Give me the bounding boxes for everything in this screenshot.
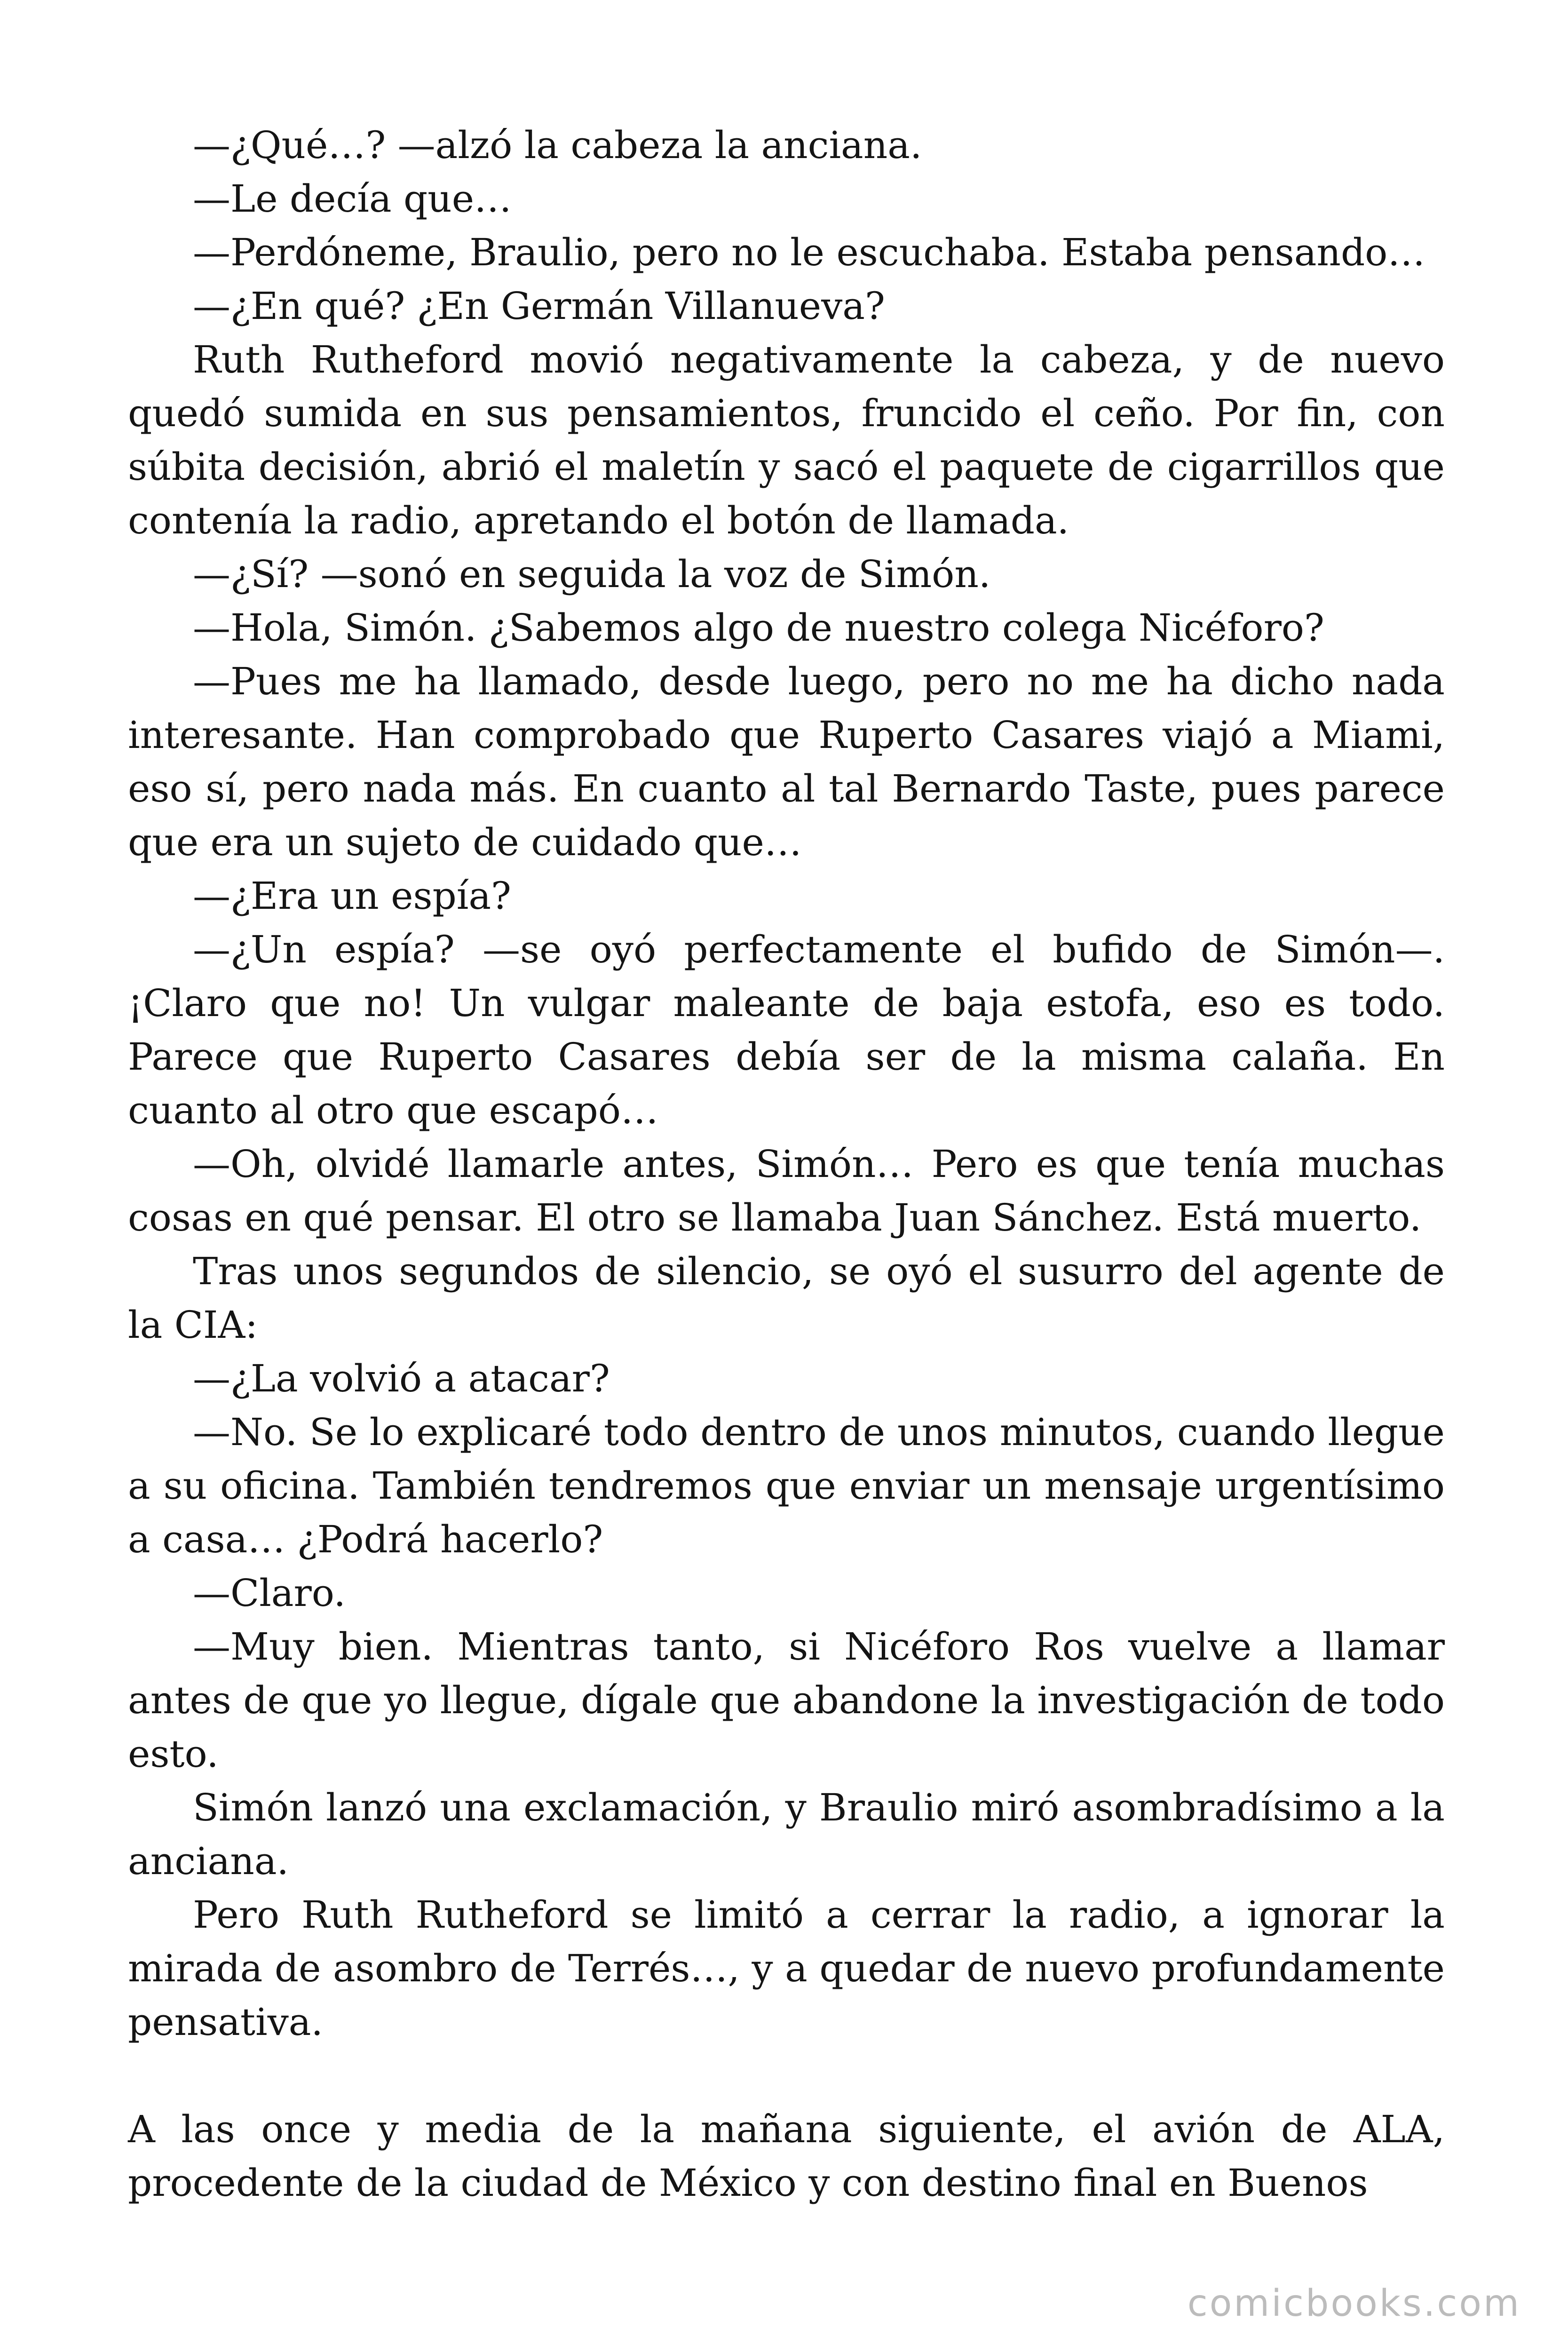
paragraph: —Muy bien. Mientras tanto, si Nicéforo Ros vuelve a llamar antes de que yo llegue, dígale que abandone la investigación de todo esto. <box>128 1625 1445 1776</box>
paragraph: —¿En qué? ¿En Germán Villanueva? <box>193 284 885 328</box>
paragraph: Simón lanzó una exclamación, y Braulio miró asombradísimo a la anciana. <box>128 1786 1445 1883</box>
paragraph: —¿Sí? —sonó en seguida la voz de Simón. <box>193 552 991 596</box>
paragraph: —Oh, olvidé llamarle antes, Simón… Pero es que tenía muchas cosas en qué pensar. El otro se llamaba Juan Sánchez. Está muerto. <box>128 1142 1445 1240</box>
paragraph: —Pues me ha llamado, desde luego, pero no me ha dicho nada interesante. Han comprobado que Ruperto Casares viajó a Miami, eso sí, pero nada más. En cuanto al tal Bernardo Taste, pues parece que era un sujeto de cuidado que… <box>128 660 1445 864</box>
section-opening-paragraph: A las once y media de la mañana siguiente, el avión de ALA, procedente de la ciudad de México y con destino final en Buenos <box>128 2107 1445 2205</box>
paragraph: Tras unos segundos de silencio, se oyó el susurro del agente de la CIA: <box>128 1249 1445 1347</box>
page-text <box>128 119 1445 2210</box>
paragraph: —Le decía que… <box>193 177 512 221</box>
paragraph: Pero Ruth Rutheford se limitó a cerrar la radio, a ignorar la mirada de asombro de Terrés…, y a quedar de nuevo profundamente pensativa. <box>128 1893 1445 2044</box>
paragraph: —Claro. <box>193 1571 346 1615</box>
watermark: comicbooks.com <box>1187 2282 1521 2325</box>
paragraph: —¿Era un espía? <box>193 874 511 918</box>
paragraph: —No. Se lo explicaré todo dentro de unos minutos, cuando llegue a su oficina. También tendremos que enviar un mensaje urgentísimo a casa… ¿Podrá hacerlo? <box>128 1410 1445 1561</box>
paragraph: Ruth Rutheford movió negativamente la cabeza, y de nuevo quedó sumida en sus pensamientos, fruncido el ceño. Por fin, con súbita decisión, abrió el maletín y sacó el paquete de cigarrillos que contenía la radio, apretando el botón de llamada. <box>128 338 1445 542</box>
paragraph: —Perdóneme, Braulio, pero no le escuchaba. Estaba pensando… <box>193 230 1425 274</box>
paragraph: —¿Qué…? —alzó la cabeza la anciana. <box>193 123 922 167</box>
section-break <box>128 2049 1445 2103</box>
paragraph: —¿La volvió a atacar? <box>193 1357 610 1400</box>
paragraph: —¿Un espía? —se oyó perfectamente el bufido de Simón—. ¡Claro que no! Un vulgar maleante de baja estofa, eso es todo. Parece que Ruperto Casares debía ser de la misma calaña. En cuanto al otro que escapó… <box>128 928 1445 1132</box>
paragraph: —Hola, Simón. ¿Sabemos algo de nuestro colega Nicéforo? <box>193 606 1324 650</box>
